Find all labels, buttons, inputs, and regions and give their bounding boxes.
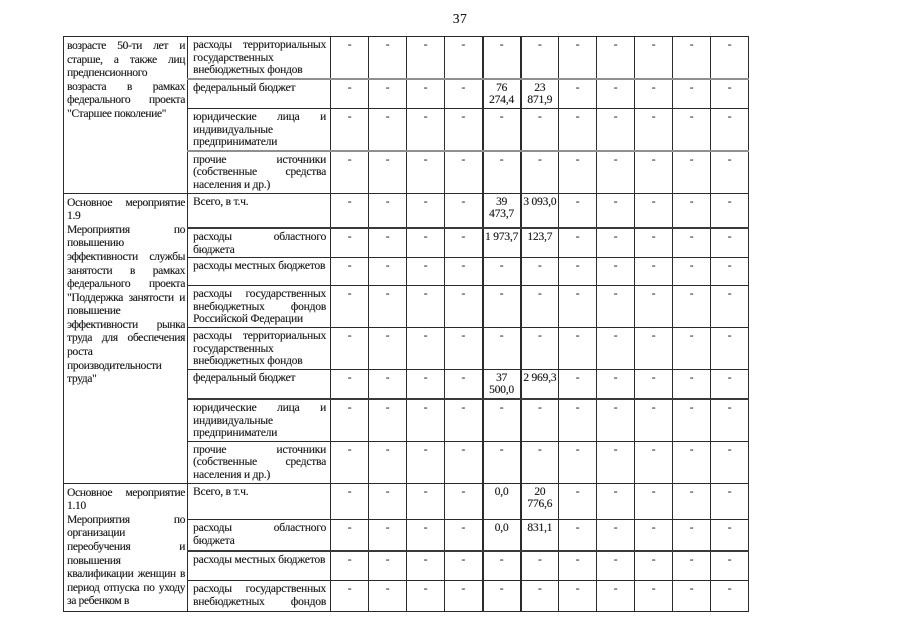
value-cell: - (331, 520, 369, 551)
value-cell: - (331, 483, 369, 520)
funding-source-cell: расходы местных бюджетов (188, 258, 331, 286)
value-cell: 2 969,3 (521, 369, 559, 399)
value-cell: - (445, 328, 483, 370)
value-cell: - (369, 37, 407, 79)
funding-source-cell: расходы государственных внебюджетных фондов Российской Федерации (188, 286, 331, 328)
value-cell: - (711, 79, 749, 109)
value-cell: - (407, 328, 445, 370)
value-cell: - (407, 108, 445, 150)
value-cell: - (369, 286, 407, 328)
value-cell: - (597, 551, 635, 580)
value-cell: - (673, 399, 711, 441)
value-cell: - (711, 399, 749, 441)
value-cell: - (445, 79, 483, 109)
value-cell: - (559, 551, 597, 580)
value-cell: - (445, 228, 483, 258)
value-cell: - (559, 483, 597, 520)
value-cell: - (331, 79, 369, 109)
activity-cell (64, 37, 188, 194)
value-cell: - (635, 228, 673, 258)
value-cell: - (559, 441, 597, 483)
funding-source-cell: расходы местных бюджетов (188, 551, 331, 580)
value-cell: - (369, 328, 407, 370)
value-cell: - (407, 551, 445, 580)
funding-source-cell: расходы областного бюджета (188, 228, 331, 258)
table-row (64, 483, 749, 520)
activity-cell (64, 193, 188, 483)
value-cell: - (673, 581, 711, 612)
value-cell: - (711, 369, 749, 399)
value-cell: - (331, 328, 369, 370)
value-cell: - (597, 441, 635, 483)
value-cell: - (559, 108, 597, 150)
value-cell: - (597, 108, 635, 150)
activity-paragraph: Мероприятия по организации переобучения и повышения квалификации женщин в период отпуска по уходу за ребенком в (67, 513, 185, 608)
value-cell: - (407, 286, 445, 328)
value-cell: - (559, 37, 597, 79)
value-cell: - (445, 193, 483, 228)
value-cell: - (445, 483, 483, 520)
value-cell: - (521, 151, 559, 193)
value-cell: - (673, 483, 711, 520)
value-cell: - (369, 581, 407, 612)
value-cell: 1 973,7 (483, 228, 521, 258)
value-cell: - (673, 520, 711, 551)
value-cell: - (445, 441, 483, 483)
value-cell: - (597, 228, 635, 258)
funding-source-cell: прочие источники (собственные средства населения и др.) (188, 441, 331, 483)
value-cell: - (711, 520, 749, 551)
value-cell: - (407, 37, 445, 79)
value-cell: - (559, 369, 597, 399)
value-cell: - (597, 258, 635, 286)
value-cell: - (597, 193, 635, 228)
value-cell: 831,1 (521, 520, 559, 551)
value-cell: - (559, 79, 597, 109)
funding-source-cell: расходы областного бюджета (188, 520, 331, 551)
value-cell: - (635, 37, 673, 79)
value-cell: - (635, 551, 673, 580)
budget-table-body (64, 37, 749, 612)
budget-table (63, 36, 749, 612)
value-cell: - (597, 399, 635, 441)
value-cell: - (711, 228, 749, 258)
value-cell: - (635, 520, 673, 551)
value-cell: - (521, 581, 559, 612)
value-cell: - (445, 581, 483, 612)
value-cell: - (521, 328, 559, 370)
value-cell: - (483, 151, 521, 193)
funding-source-cell: юридические лица и индивидуальные предприниматели (188, 108, 331, 150)
value-cell: - (673, 193, 711, 228)
value-cell: - (483, 108, 521, 150)
value-cell: - (521, 551, 559, 580)
value-cell: - (635, 193, 673, 228)
value-cell: - (559, 328, 597, 370)
value-cell: - (331, 228, 369, 258)
value-cell: - (483, 286, 521, 328)
value-cell: - (445, 551, 483, 580)
activity-paragraph: Мероприятия по повышению эффективности службы занятости в рамках федерального проекта "Поддержка занятости и повышение эффективности рынка труда для обеспечения роста производительности труда" (67, 223, 185, 386)
value-cell: - (559, 258, 597, 286)
value-cell: - (407, 520, 445, 551)
funding-source-cell: расходы территориальных государственных внебюджетных фондов (188, 328, 331, 370)
value-cell: 39 473,7 (483, 193, 521, 228)
value-cell: - (597, 151, 635, 193)
funding-source-cell: прочие источники (собственные средства населения и др.) (188, 151, 331, 193)
value-cell: - (407, 151, 445, 193)
value-cell: - (597, 581, 635, 612)
value-cell: - (673, 441, 711, 483)
value-cell: - (559, 228, 597, 258)
value-cell: - (521, 258, 559, 286)
value-cell: - (521, 37, 559, 79)
value-cell: - (369, 399, 407, 441)
value-cell: - (445, 286, 483, 328)
value-cell: - (635, 108, 673, 150)
value-cell: - (559, 581, 597, 612)
value-cell: - (711, 441, 749, 483)
value-cell: - (597, 286, 635, 328)
value-cell: - (331, 441, 369, 483)
value-cell: - (369, 369, 407, 399)
value-cell: - (559, 151, 597, 193)
value-cell: 0,0 (483, 483, 521, 520)
value-cell: - (407, 581, 445, 612)
value-cell: - (369, 441, 407, 483)
funding-source-cell: юридические лица и индивидуальные предприниматели (188, 399, 331, 441)
value-cell: - (407, 193, 445, 228)
value-cell: - (711, 151, 749, 193)
value-cell: - (331, 551, 369, 580)
value-cell: - (369, 108, 407, 150)
value-cell: 3 093,0 (521, 193, 559, 228)
value-cell: 20 776,6 (521, 483, 559, 520)
value-cell: - (331, 286, 369, 328)
value-cell: - (521, 399, 559, 441)
value-cell: - (673, 369, 711, 399)
value-cell: - (445, 399, 483, 441)
table-row (64, 193, 749, 228)
value-cell: - (711, 551, 749, 580)
value-cell: - (369, 551, 407, 580)
value-cell: - (635, 581, 673, 612)
value-cell: - (445, 520, 483, 551)
value-cell: - (673, 258, 711, 286)
value-cell: - (597, 328, 635, 370)
value-cell: - (635, 328, 673, 370)
funding-source-cell: расходы государственных внебюджетных фондов (188, 581, 331, 612)
funding-source-cell: расходы территориальных государственных внебюджетных фондов (188, 37, 331, 79)
value-cell: - (635, 483, 673, 520)
value-cell: - (559, 193, 597, 228)
value-cell: - (597, 483, 635, 520)
value-cell: - (635, 441, 673, 483)
value-cell: - (635, 286, 673, 328)
value-cell: - (521, 441, 559, 483)
value-cell: - (369, 79, 407, 109)
value-cell: - (369, 151, 407, 193)
value-cell: - (673, 228, 711, 258)
value-cell: - (407, 369, 445, 399)
value-cell: - (445, 258, 483, 286)
value-cell: - (407, 79, 445, 109)
value-cell: - (711, 193, 749, 228)
value-cell: - (711, 108, 749, 150)
value-cell: - (711, 37, 749, 79)
value-cell: - (635, 258, 673, 286)
value-cell: - (331, 37, 369, 79)
value-cell: - (673, 79, 711, 109)
value-cell: - (521, 108, 559, 150)
value-cell: - (635, 79, 673, 109)
value-cell: - (369, 258, 407, 286)
value-cell: 76 274,4 (483, 79, 521, 109)
value-cell: - (369, 520, 407, 551)
value-cell: - (445, 369, 483, 399)
value-cell: 23 871,9 (521, 79, 559, 109)
value-cell: - (711, 483, 749, 520)
value-cell: - (331, 108, 369, 150)
value-cell: - (673, 286, 711, 328)
value-cell: - (597, 37, 635, 79)
value-cell: - (597, 79, 635, 109)
value-cell: - (597, 520, 635, 551)
value-cell: - (559, 399, 597, 441)
value-cell: - (331, 193, 369, 228)
value-cell: - (635, 151, 673, 193)
value-cell: - (445, 37, 483, 79)
value-cell: - (559, 520, 597, 551)
value-cell: 0,0 (483, 520, 521, 551)
funding-source-cell: Всего, в т.ч. (188, 483, 331, 520)
value-cell: - (483, 258, 521, 286)
value-cell: - (483, 399, 521, 441)
value-cell: - (483, 328, 521, 370)
value-cell: - (635, 369, 673, 399)
value-cell: - (673, 328, 711, 370)
value-cell: - (445, 108, 483, 150)
value-cell: - (331, 399, 369, 441)
value-cell: - (711, 286, 749, 328)
funding-source-cell: Всего, в т.ч. (188, 193, 331, 228)
value-cell: - (331, 369, 369, 399)
activity-paragraph: Основное мероприятие 1.10 (67, 486, 185, 513)
value-cell: - (711, 258, 749, 286)
value-cell: - (483, 37, 521, 79)
page-number: 37 (452, 11, 468, 26)
value-cell: - (521, 286, 559, 328)
funding-source-cell: федеральный бюджет (188, 79, 331, 109)
value-cell: - (369, 228, 407, 258)
value-cell: - (407, 258, 445, 286)
activity-paragraph: Основное мероприятие 1.9 (67, 196, 185, 223)
value-cell: - (407, 483, 445, 520)
activity-cell (64, 483, 188, 611)
value-cell: - (711, 328, 749, 370)
value-cell: 123,7 (521, 228, 559, 258)
value-cell: - (369, 483, 407, 520)
value-cell: - (635, 399, 673, 441)
table-row (64, 37, 749, 79)
value-cell: - (445, 151, 483, 193)
value-cell: - (331, 258, 369, 286)
value-cell: - (483, 441, 521, 483)
value-cell: - (407, 228, 445, 258)
value-cell: 37 500,0 (483, 369, 521, 399)
value-cell: - (483, 581, 521, 612)
value-cell: - (331, 581, 369, 612)
value-cell: - (673, 551, 711, 580)
value-cell: - (673, 108, 711, 150)
value-cell: - (369, 193, 407, 228)
value-cell: - (407, 399, 445, 441)
value-cell: - (483, 551, 521, 580)
value-cell: - (711, 581, 749, 612)
value-cell: - (673, 151, 711, 193)
value-cell: - (597, 369, 635, 399)
value-cell: - (559, 286, 597, 328)
funding-source-cell: федеральный бюджет (188, 369, 331, 399)
value-cell: - (331, 151, 369, 193)
value-cell: - (673, 37, 711, 79)
activity-paragraph: возрасте 50-ти лет и старше, а также лиц предпенсионного возраста в рамках федерального проекта "Старшее поколение" (67, 40, 185, 120)
value-cell: - (407, 441, 445, 483)
